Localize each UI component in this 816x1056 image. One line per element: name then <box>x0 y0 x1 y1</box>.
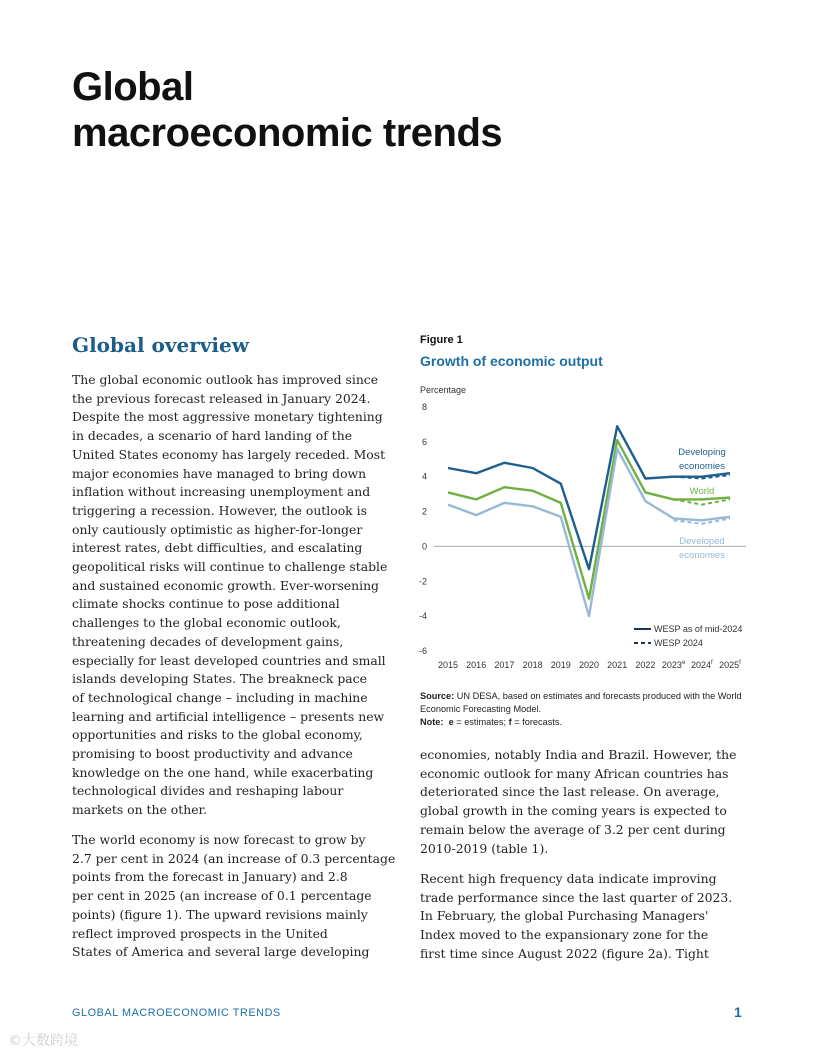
y-tick-label: 6 <box>421 436 427 447</box>
title-line-1: Global <box>72 65 194 109</box>
text-line: The global economic outlook has improved since <box>72 372 379 387</box>
paragraph-1 <box>72 371 387 820</box>
y-tick-label: 4 <box>421 471 427 482</box>
growth-chart <box>410 378 760 678</box>
series-label: Developing <box>678 447 726 458</box>
source-text: UN DESA, based on estimates and forecasts produced with the World Economic Forecasting Model. <box>420 691 742 714</box>
y-tick-label: -6 <box>418 646 427 656</box>
text-line: global growth in the coming years is expected to <box>420 803 727 819</box>
y-axis-label: Percentage <box>420 385 467 395</box>
text-line: United States economy has largely receded. Most <box>72 446 386 462</box>
paragraph-4 <box>420 870 732 964</box>
text-line: of technological change – including in machine <box>72 689 368 705</box>
note-line <box>420 716 760 729</box>
text-line: challenges to the global economic outlook, <box>72 615 341 631</box>
x-tick-label: 2015 <box>437 660 459 670</box>
text-line: the previous forecast released in January 2024. <box>72 390 371 406</box>
text-line: especially for least developed countries and small <box>72 652 386 668</box>
text-line: per cent in 2025 (an increase of 0.1 percentage <box>72 888 372 904</box>
text-line: reflect improved prospects in the United <box>72 925 328 941</box>
section-heading: Global overview <box>72 333 249 357</box>
text-line: islands developing States. The breakneck pace <box>72 671 367 687</box>
y-tick-label: -4 <box>418 611 427 622</box>
x-tick-label: 2022 <box>635 660 656 670</box>
x-tick-label: 2021 <box>607 660 628 670</box>
text-line: deteriorated since the last release. On average, <box>420 784 720 800</box>
series-line-mid2024 <box>448 449 730 616</box>
note-label: Note: <box>420 717 444 727</box>
note-e: e <box>448 717 454 727</box>
footer-section-title: GLOBAL MACROECONOMIC TRENDS <box>72 1007 281 1019</box>
text-line: major economies have managed to bring down <box>72 465 367 481</box>
series-label: World <box>689 486 715 497</box>
text-line: points from the forecast in January) and 2.8 <box>72 869 348 885</box>
x-tick-superscript: e <box>681 660 686 666</box>
text-line: opportunities and risks to the global economy, <box>72 727 363 743</box>
text-line: interest rates, debt difficulties, and escalating <box>72 540 363 556</box>
figure-source <box>420 690 760 729</box>
text-line: climate shocks continue to pose additional <box>72 596 340 612</box>
note-f: f <box>508 717 512 727</box>
text-line: The world economy is now forecast to grow by <box>72 832 366 847</box>
text-line: knowledge on the one hand, while exacerbating <box>72 764 374 780</box>
paragraph-3 <box>420 746 736 858</box>
text-line: and sustained economic growth. Ever-worsening <box>72 577 379 593</box>
x-tick-superscript: f <box>739 660 741 666</box>
text-line: triggering a recession. However, the outlook is <box>72 502 367 518</box>
text-line: Despite the most aggressive monetary tightening <box>72 409 383 425</box>
text-line: promising to boost productivity and advance <box>72 746 353 762</box>
title-line-2: macroeconomic trends <box>72 111 503 155</box>
legend-dashed-label: WESP 2024 <box>654 638 703 648</box>
source-label: Source: <box>420 691 455 701</box>
text-line: In February, the global Purchasing Managers' <box>420 908 709 924</box>
x-tick-label: 2019 <box>550 660 571 670</box>
text-line: Index moved to the expansionary zone for the <box>420 927 709 943</box>
x-tick-label: 2017 <box>494 660 515 670</box>
text-line: remain below the average of 3.2 per cent during <box>420 821 726 837</box>
series-label: economies <box>679 461 725 472</box>
text-line: learning and artificial intelligence – presents new <box>72 708 385 724</box>
x-tick-label: 2018 <box>522 660 543 670</box>
legend-solid-label: WESP as of mid-2024 <box>654 624 743 634</box>
x-tick-label: 2023e <box>661 660 686 670</box>
text-line: 2010-2019 (table 1). <box>420 840 549 856</box>
y-tick-label: 0 <box>421 541 427 552</box>
text-line: only cautiously optimistic as higher-for-longer <box>72 521 363 537</box>
text-line: trade performance since the last quarter of 2023. <box>420 889 733 905</box>
x-tick-label: 2024$^f$ <box>690 660 713 670</box>
watermark: ©大数跨境 <box>8 1033 78 1049</box>
text-line: markets on the other. <box>72 802 208 818</box>
text-line: economic outlook for many African countries has <box>420 765 729 781</box>
x-tick-label: 2020 <box>578 660 600 670</box>
text-line: points) (figure 1). The upward revisions mainly <box>72 906 368 922</box>
text-line: economies, notably India and Brazil. However, the <box>420 747 737 762</box>
text-line: Recent high frequency data indicate improving <box>420 871 717 886</box>
x-tick-superscript: f <box>710 660 713 666</box>
page-title <box>72 64 502 156</box>
y-tick-label: 2 <box>421 506 427 517</box>
source-line <box>420 690 760 716</box>
text-line: 2.7 per cent in 2024 (an increase of 0.3 percentage <box>72 850 396 866</box>
figure-label: Figure 1 <box>420 334 463 346</box>
text-line: threatening decades of development gains, <box>72 633 344 649</box>
figure-title: Growth of economic output <box>420 353 603 369</box>
text-line: in decades, a scenario of hard landing of the <box>72 428 353 444</box>
text-line: inflation without increasing unemployment and <box>72 484 371 500</box>
text-line: States of America and several large developing <box>72 944 370 960</box>
text-line: geopolitical risks will continue to challenge stable <box>72 559 388 575</box>
x-tick-label: 2025$^f$ <box>719 660 741 670</box>
text-line: technological divides and reshaping labour <box>72 783 344 799</box>
note-f-text: = forecasts. <box>514 717 563 727</box>
y-tick-label: 8 <box>421 402 427 412</box>
series-label: economies <box>679 550 725 561</box>
page-number: 1 <box>734 1004 742 1020</box>
text-line: first time since August 2022 (figure 2a). Tight <box>420 945 709 961</box>
note-e-text: = estimates; <box>456 717 507 727</box>
x-tick-label: 2016 <box>466 660 487 670</box>
series-label: Developed <box>679 536 725 547</box>
y-tick-label: -2 <box>418 576 427 587</box>
paragraph-2 <box>72 831 395 962</box>
